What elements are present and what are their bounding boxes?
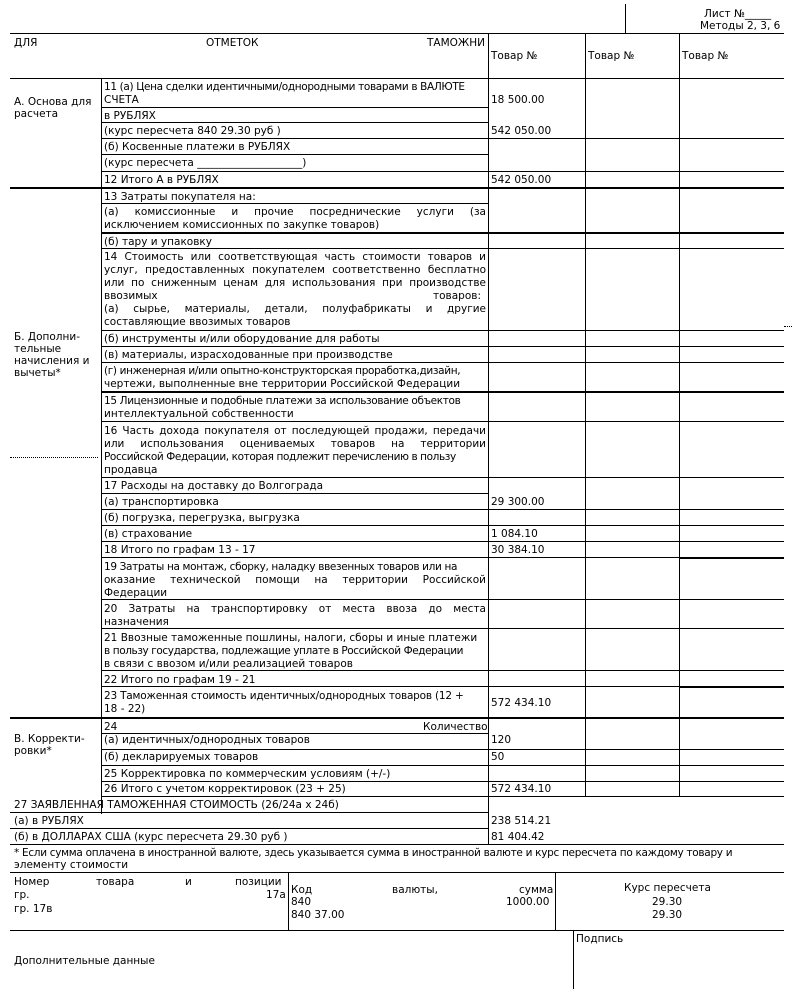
- rate-1: 29.30: [652, 896, 683, 908]
- header-customs: ТАМОЖНИ: [427, 37, 485, 49]
- row-17v: (в) страхование: [104, 528, 193, 540]
- row-14-text-3: или по сниженным ценам для использования при производстве: [104, 277, 486, 289]
- row-23-text-2: 18 - 22): [104, 703, 146, 715]
- row-16-text-4: продавца: [104, 464, 158, 476]
- section-b-label: Б. Дополни- тельные начисления и вычеты*: [14, 331, 90, 379]
- row-21-text-2: в пользу государства, подлежащие уплате в Российской Федерации: [104, 645, 464, 657]
- goods-column-3: Товар №: [682, 50, 729, 62]
- position-label-d: позиции: [235, 876, 282, 888]
- header-for: ДЛЯ: [14, 37, 38, 49]
- row-26-value: 572 434.10: [491, 783, 552, 795]
- row-13b: (б) тару и упаковку: [104, 236, 212, 248]
- row-24-quantity: Количество: [423, 721, 488, 733]
- additional-data: Дополнительные данные: [14, 955, 155, 967]
- goods-column-1: Товар №: [491, 50, 538, 62]
- row-11a-text: 11 (а) Цена сделки идентичными/однородными товарами в ВАЛЮТЕ: [104, 81, 465, 93]
- position-label-b: товара: [96, 876, 135, 888]
- row-13a-text-2: исключением комиссионных по закупке товаров): [104, 219, 380, 231]
- code-label-a: Код: [291, 884, 313, 896]
- signature-label: Подпись: [576, 933, 624, 945]
- row-24: 24: [104, 721, 118, 733]
- row-20-text-1: 20 Затраты на транспортировку от места ввоза до места: [104, 603, 486, 615]
- row-16-text-3: Российской Федерации, которая подлежит перечислению в пользу: [104, 451, 456, 463]
- code-label-c: сумма: [519, 884, 554, 896]
- sheet-number: Лист №_____: [704, 8, 772, 20]
- row-19-text-3: Федерации: [104, 587, 168, 599]
- graph-label: гр.: [14, 889, 30, 901]
- row-20-text-2: назначения: [104, 616, 169, 628]
- row-17a-value: 29 300.00: [491, 496, 545, 508]
- header-marks: ОТМЕТОК: [206, 37, 259, 49]
- row-13: 13 Затраты покупателя на:: [104, 191, 256, 203]
- row-14a-text-2: составляющие ввозимых товаров: [104, 316, 291, 328]
- row-16-text-2: или использования оцениваемых товаров на территории: [104, 438, 486, 450]
- row-14a-text: (а) сырье, материалы, детали, полуфабрикаты и другие: [104, 303, 486, 315]
- row-18: 18 Итого по графам 13 - 17: [104, 544, 256, 556]
- row-16-text-1: 16 Часть дохода покупателя от последующей продажи, передачи: [104, 425, 486, 437]
- row-11a-text-2: СЧЕТА: [104, 94, 139, 106]
- row-27: 27 ЗАЯВЛЕННАЯ ТАМОЖЕННАЯ СТОИМОСТЬ (26/24а х 24б): [14, 799, 339, 811]
- row-27a: (а) в РУБЛЯХ: [14, 815, 84, 827]
- row-17v-value: 1 084.10: [491, 528, 538, 540]
- row-19-text-2: оказание технической помощи на территории Российской: [104, 574, 486, 586]
- row-25: 25 Корректировка по коммерческим условиям (+/-): [104, 768, 391, 780]
- row-11-rate: (курс пересчета 840 29.30 руб ): [104, 125, 281, 137]
- row-14g-text: (г) инженерная и/или опытно-конструкторская проработка,дизайн,: [104, 365, 461, 377]
- rate-title: Курс пересчета: [624, 882, 711, 894]
- goods-column-2: Товар №: [588, 50, 635, 62]
- row-18-value: 30 384.10: [491, 544, 545, 556]
- currency-code-1: 840: [291, 896, 312, 908]
- row-11a-value: 18 500.00: [491, 94, 545, 106]
- row-27b: (б) в ДОЛЛАРАХ США (курс пересчета 29.30 руб ): [14, 831, 288, 843]
- row-17a: (а) транспортировка: [104, 496, 219, 508]
- graph-17v: гр. 17в: [14, 903, 53, 915]
- position-label-c: и: [185, 876, 192, 888]
- footnote: * Если сумма оплачена в иностранной валюте, здесь указывается сумма в иностранной валюте и курс пересчета по каждому товару и: [14, 847, 733, 859]
- row-15-text-2: интеллектуальной собственности: [104, 408, 294, 420]
- section-v-label: В. Корректи- ровки*: [14, 733, 85, 757]
- row-24b: (б) декларируемых товаров: [104, 751, 259, 763]
- row-21-text-3: в связи с ввозом и/или реализацией товаров: [104, 658, 353, 670]
- row-19-text-1: 19 Затраты на монтаж, сборку, наладку ввезенных товаров или на: [104, 561, 458, 573]
- row-22: 22 Итого по графам 19 - 21: [104, 674, 256, 686]
- row-27a-value: 238 514.21: [491, 815, 552, 827]
- row-24a: (а) идентичных/однородных товаров: [104, 734, 310, 746]
- row-26: 26 Итого с учетом корректировок (23 + 25): [104, 783, 346, 795]
- rate-2: 29.30: [652, 909, 683, 921]
- graph-17a: 17а: [266, 889, 286, 901]
- row-11b: (б) Косвенные платежи в РУБЛЯХ: [104, 141, 291, 153]
- methods-label: Методы 2, 3, 6: [700, 20, 781, 32]
- code-label-b: валюты,: [392, 884, 438, 896]
- row-11-rub: в РУБЛЯХ: [104, 110, 156, 122]
- row-13a-text: (а) комиссионные и прочие посреднические услуги (за: [104, 206, 486, 218]
- position-label-a: Номер: [14, 876, 50, 888]
- row-15-text: 15 Лицензионные и подобные платежи за использование объектов: [104, 395, 461, 407]
- row-11b-rate: (курс пересчета ____________________): [104, 157, 307, 169]
- row-23-value: 572 434.10: [491, 697, 552, 709]
- row-14v: (в) материалы, израсходованные при производстве: [104, 349, 393, 361]
- row-14g-text-2: чертежи, выполненные вне территории Российской Федерации: [104, 378, 461, 390]
- row-14-text-4a: ввозимых: [104, 290, 158, 302]
- footnote-2: элементу стоимости: [14, 859, 129, 871]
- row-23-text-1: 23 Таможенная стоимость идентичных/однородных товаров (12 +: [104, 690, 464, 702]
- row-12: 12 Итого А в РУБЛЯХ: [104, 174, 219, 186]
- row-11-rate-value: 542 050.00: [491, 125, 552, 137]
- row-14-text-1: 14 Стоимость или соответствующая часть стоимости товаров и: [104, 251, 486, 263]
- row-24b-value: 50: [491, 751, 505, 763]
- row-24a-value: 120: [491, 734, 512, 746]
- currency-code-2: 840 37.00: [291, 909, 345, 921]
- amount-1: 1000.00: [506, 896, 550, 908]
- row-27b-value: 81 404.42: [491, 831, 545, 843]
- row-21-text-1: 21 Ввозные таможенные пошлины, налоги, сборы и иные платежи: [104, 632, 478, 644]
- section-a-label: А. Основа для расчета: [14, 96, 92, 120]
- row-12-value: 542 050.00: [491, 174, 552, 186]
- row-17: 17 Расходы на доставку до Волгограда: [104, 480, 324, 492]
- row-14-text-4b: товаров:: [433, 290, 481, 302]
- row-14b: (б) инструменты и/или оборудование для работы: [104, 333, 380, 345]
- row-17b: (б) погрузка, перегрузка, выгрузка: [104, 512, 300, 524]
- row-14-text-2: услуг, предоставленных покупателем соответственно бесплатно: [104, 264, 486, 276]
